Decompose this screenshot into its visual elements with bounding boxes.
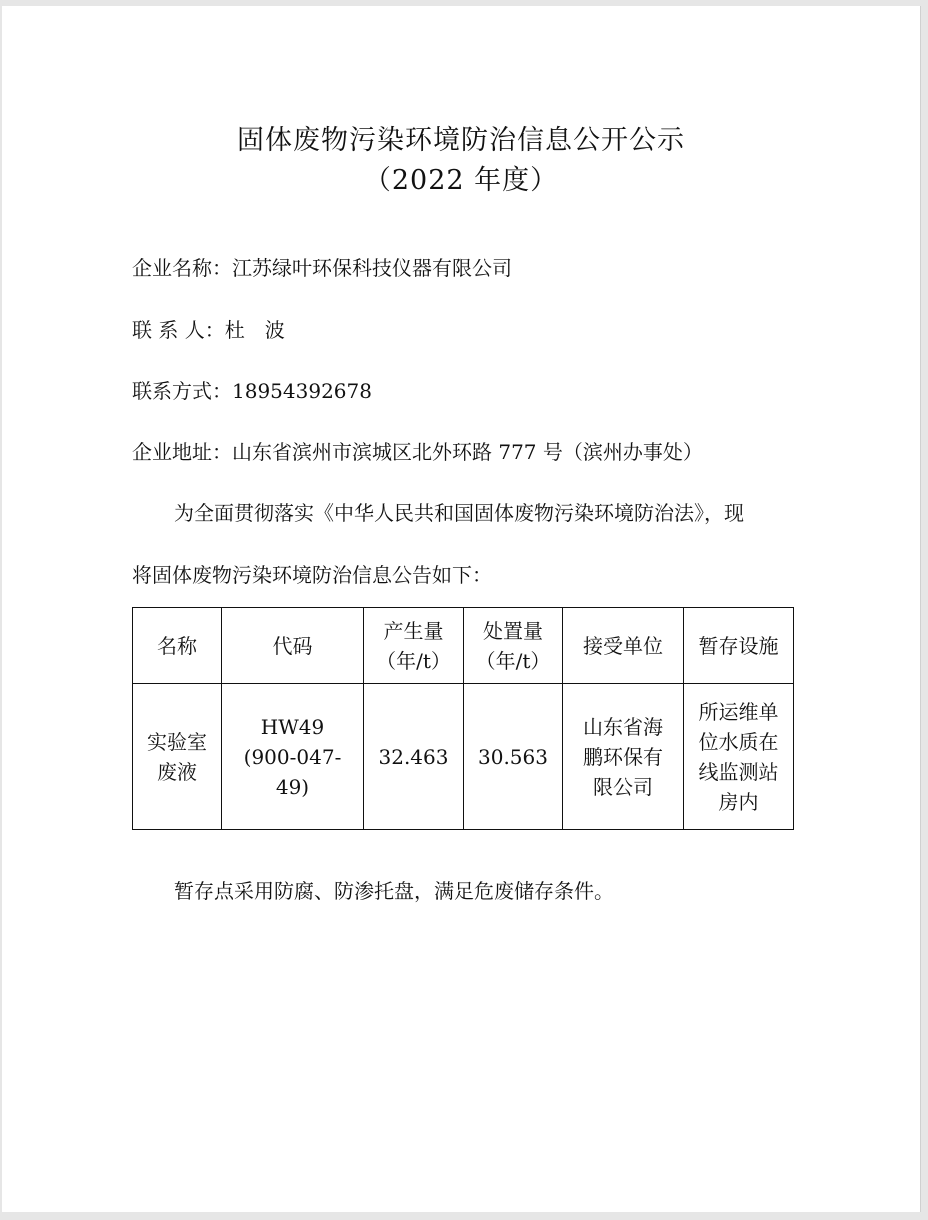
header-produced-line-2: （年/t） <box>376 648 451 673</box>
header-produced <box>364 608 464 684</box>
cell-name <box>133 684 222 830</box>
company-value: 江苏绿叶环保科技仪器有限公司 <box>232 256 512 280</box>
phone-row <box>132 375 372 404</box>
cell-receiver-line-2: 鹏环保有 <box>583 744 663 769</box>
cell-code-line-1: HW49 <box>260 714 325 739</box>
contact-label: 联 系 人： <box>132 318 225 342</box>
cell-storage-line-3: 线监测站 <box>698 759 779 784</box>
cell-receiver <box>563 684 684 830</box>
header-disposed-line-1: 处置量 <box>483 618 543 643</box>
cell-receiver-line-1: 山东省海 <box>583 714 663 739</box>
cell-storage-line-1: 所运维单 <box>698 699 779 724</box>
storage-note: 暂存点采用防腐、防渗托盘，满足危废储存条件。 <box>174 879 614 903</box>
document-page <box>2 6 921 1212</box>
address-value: 山东省滨州市滨城区北外环路 777 号（滨州办事处） <box>232 440 703 464</box>
header-disposed <box>464 608 563 684</box>
intro-line-2: 将固体废物污染环境防治信息公告如下： <box>132 563 492 587</box>
header-disposed-line-2: （年/t） <box>475 648 551 673</box>
table-header-row <box>133 608 794 684</box>
cell-name-line-2: 废液 <box>157 759 197 784</box>
header-storage: 暂存设施 <box>684 608 794 684</box>
company-row <box>132 252 512 281</box>
phone-value: 18954392678 <box>232 379 372 403</box>
header-name: 名称 <box>133 608 222 684</box>
document-title: 固体废物污染环境防治信息公开公示 <box>237 125 685 156</box>
cell-code-line-2: (900-047-49) <box>243 744 342 799</box>
cell-name-line-1: 实验室 <box>147 729 207 754</box>
cell-receiver-line-3: 限公司 <box>593 774 653 799</box>
company-label: 企业名称： <box>132 256 232 280</box>
header-receiver: 接受单位 <box>563 608 684 684</box>
cell-disposed: 30.563 <box>464 684 563 830</box>
contact-value: 杜 波 <box>224 318 285 342</box>
header-produced-line-1: 产生量 <box>383 618 444 643</box>
document-year: （2022 年度） <box>363 165 559 196</box>
address-row <box>132 436 703 465</box>
intro-line-1: 为全面贯彻落实《中华人民共和国固体废物污染环境防治法》，现 <box>174 501 744 525</box>
waste-table <box>132 607 794 830</box>
cell-storage-line-4: 房内 <box>718 789 759 814</box>
address-label: 企业地址： <box>132 440 232 464</box>
table-row <box>133 684 794 830</box>
cell-code <box>222 684 364 830</box>
cell-storage <box>684 684 794 830</box>
header-code: 代码 <box>222 608 364 684</box>
phone-label: 联系方式： <box>132 379 232 403</box>
cell-storage-line-2: 位水质在 <box>698 729 779 754</box>
cell-produced: 32.463 <box>364 684 464 830</box>
contact-row <box>132 314 285 343</box>
